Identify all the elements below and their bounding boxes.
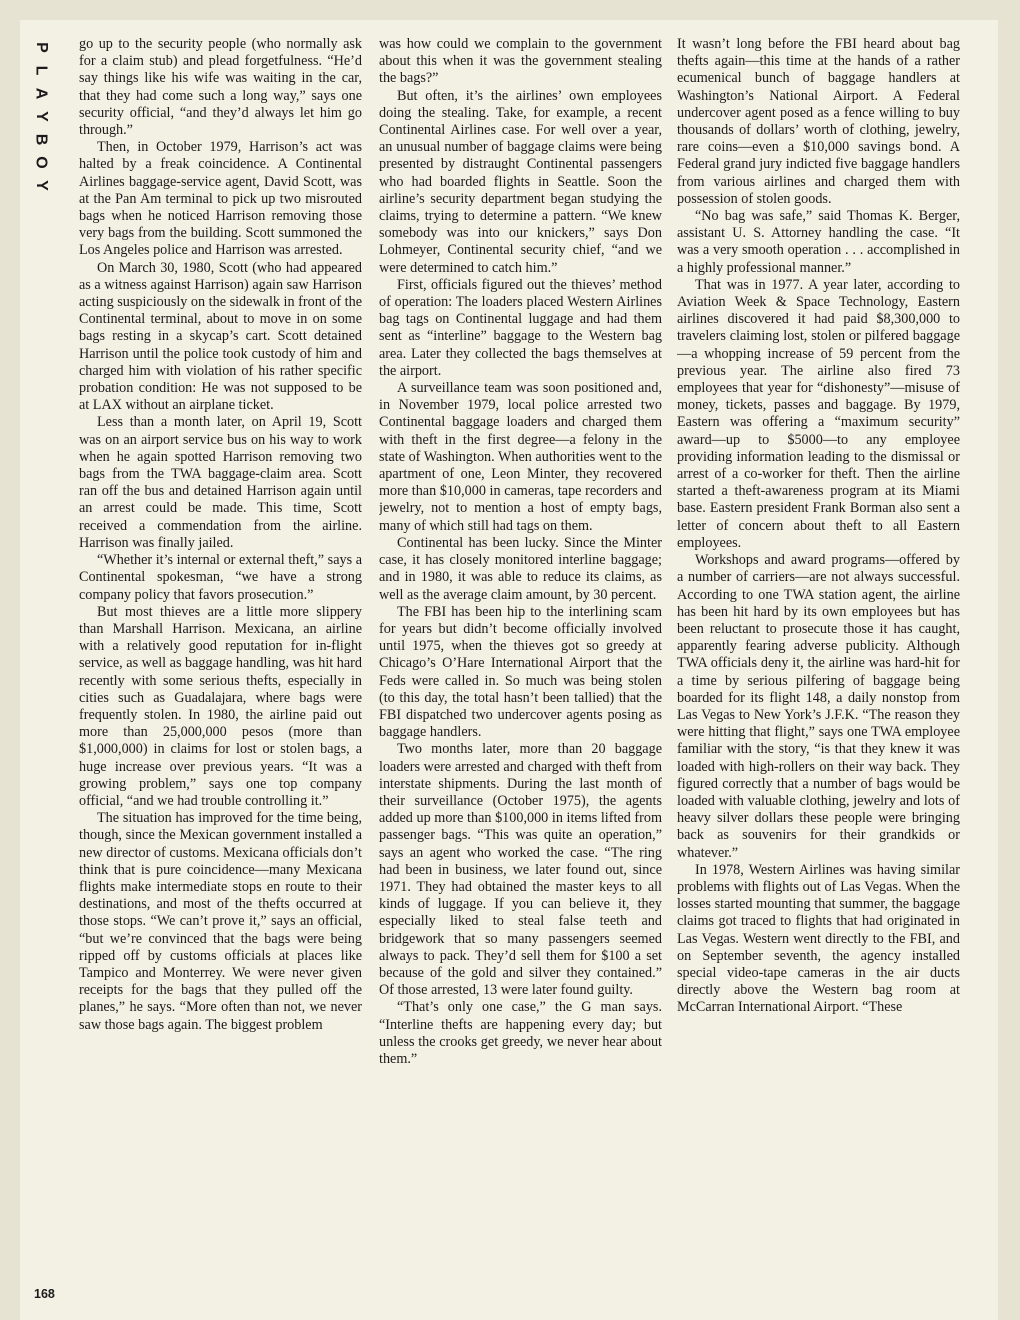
paragraph: But often, it’s the airlines’ own employees doing the stealing. Take, for example, a recent Continental Airlines case. For well over a year, an unusual number of baggage claims were being presented by distraught Continental passengers who had boarded flights in Seattle. Soon the airline’s security department began studying the claims, trying to determine a pattern. “We knew somebody was into our knickers,” says Don Lohmeyer, Continental security chief, “and we were determined to catch him.” (379, 87, 662, 276)
paragraph: Two months later, more than 20 baggage loaders were arrested and charged with theft from interstate shipments. During the last month of their surveillance (October 1975), the agents added up more than $100,000 in items lifted from passenger bags. “This was quite an operation,” says an agent who worked the case. “The ring had been in business, we later found out, since 1971. They had obtained the master keys to all kinds of luggage. If you can believe it, they especially liked to steal false teeth and bridgework that so many passengers seemed always to pack. They’d sell them for $100 a set because of the gold and silver they contained.” Of those arrested, 13 were later found guilty. (379, 741, 662, 999)
paragraph: In 1978, Western Airlines was having similar problems with flights out of Las Vegas. When the losses started mounting that summer, the baggage claims got traced to flights that had originated in Las Vegas. Western went directly to the FBI, and on September seventh, the agency installed special video-tape cameras in the air ducts directly above the Western bag room at McCarran International Airport. “These (677, 861, 960, 1016)
text-column-3 (677, 36, 960, 1276)
running-head-letter: Y (32, 180, 50, 191)
text-column-1 (79, 36, 362, 1276)
running-head-letter: B (32, 133, 50, 146)
running-head-letter: A (32, 87, 50, 100)
running-head-letter: P (32, 42, 50, 53)
paragraph: was how could we complain to the government about this when it was the government stealing the bags?” (379, 36, 662, 87)
paragraph: “Whether it’s internal or external theft,” says a Continental spokesman, “we have a strong company policy that favors prosecution.” (79, 552, 362, 603)
paragraph: But most thieves are a little more slippery than Marshall Harrison. Mexicana, an airline with a relatively good reputation for in-flight service, as well as baggage handling, was hit hard recently with some serious thefts, especially in cities such as Guadalajara, where bags were frequently stolen. In 1980, the airline paid out more than 25,000,000 pesos (more than $1,000,000) in claims for lost or stolen bags, a huge increase over previous years. “It was a growing problem,” says one top company official, “and we had trouble controlling it.” (79, 603, 362, 809)
paragraph: That was in 1977. A year later, according to Aviation Week & Space Technology, Eastern airlines discovered it had paid $8,300,000 to travelers claiming lost, stolen or pilfered baggage—a whopping increase of 59 percent from the previous year. The airline also fired 73 employees that year for “dishonesty”—misuse of money, tickets, passes and baggage. By 1979, Eastern was offering a “maximum security” award—up to $5000—to any employee providing information leading to the dismissal or arrest of a co-worker for theft. Then the airline started a theft-awareness program at its Miami base. Eastern president Frank Borman also sent a letter of concern about theft to all Eastern employees. (677, 276, 960, 551)
paragraph: It wasn’t long before the FBI heard about bag thefts again—this time at the hands of a rather ecumenical bunch of baggage handlers at Washington’s National Airport. A Federal undercover agent posed as a fence willing to buy thousands of dollars’ worth of clothing, jewelry, rare coins—even a $10,000 savings bond. A Federal grand jury indicted five baggage handlers from various airlines and charged them with possession of stolen goods. (677, 36, 960, 207)
page-number: 168 (34, 1287, 55, 1301)
paragraph: The FBI has been hip to the interlining scam for years but didn’t become officially involved until 1975, when the thieves got so greedy at Chicago’s O’Hare International Airport that the Feds were called in. So much was being stolen (to this day, the total hasn’t been tallied) that the FBI dispatched two undercover agents posing as baggage handlers. (379, 603, 662, 741)
paragraph: Less than a month later, on April 19, Scott was on an airport service bus on his way to work when he again spotted Harrison removing two bags from the TWA baggage-claim area. Scott ran off the bus and detained Harrison again until an arrest could be made. This time, Scott received a commendation from the airline. Harrison was finally jailed. (79, 414, 362, 551)
running-head-letter: Y (32, 111, 50, 122)
paragraph: go up to the security people (who normally ask for a claim stub) and plead forgetfulness. “He’d say things like his wife was waiting in the car, that they had come such a long way,” says one security official, “and they’d always let him go through.” (79, 36, 362, 139)
running-head-letter: L (32, 65, 50, 76)
paragraph: A surveillance team was soon positioned and, in November 1979, local police arrested two Continental baggage loaders and charged them with theft in the first degree—a felony in the state of Washington. When authorities went to the apartment of one, Leon Minter, they recovered more than $10,000 in cameras, tape recorders and jewelry, not to mention a host of empty bags, many of which still had tags on them. (379, 380, 662, 534)
paragraph: Continental has been lucky. Since the Minter case, it has closely monitored interline baggage; and in 1980, it was able to reduce its claims, as well as the average claim amount, by 30 percent. (379, 534, 662, 603)
paragraph: Workshops and award programs—offered by a number of carriers—are not always successful. According to one TWA station agent, the airline has been hit hard by its own employees but has been reluctant to prosecute those it has caught, apparently fearing adverse publicity. Although TWA officials deny it, the airline was hard-hit for a time by serious pilfering of baggage being boarded for its flight 148, a daily nonstop from Las Vegas to New York’s J.F.K. “The reason they were hitting that flight,” says one TWA employee familiar with the story, “is that they knew it was loaded with high-rollers on their way back. They figured correctly that a number of bags would be loaded with valuable clothing, jewelry and lots of heavy silver dollars these people were bringing back as souvenirs for their grandkids or whatever.” (677, 552, 960, 861)
running-head (30, 36, 52, 197)
paragraph: “No bag was safe,” said Thomas K. Berger, assistant U. S. Attorney handling the case. “It was a very smooth operation . . . accomplished in a highly professional manner.” (677, 208, 960, 276)
paragraph: On March 30, 1980, Scott (who had appeared as a witness against Harrison) again saw Harrison acting suspiciously on the sidewalk in front of the Continental terminal, about to move in on some bags resting in a skycap’s cart. Scott detained Harrison until the police took custody of him and charged him with violation of his rather specific probation condition: He was not supposed to be at LAX without an airplane ticket. (79, 259, 362, 414)
paragraph: “That’s only one case,” the G man says. “Interline thefts are happening every day; but unless the crooks get greedy, we never hear about them.” (379, 999, 662, 1067)
text-column-2 (379, 36, 662, 1276)
paragraph: The situation has improved for the time being, though, since the Mexican government installed a new director of customs. Mexicana officials don’t think that is pure coincidence—many Mexicana flights make intermediate stops en route to their destinations, and most of the thefts occurred at those stops. “We can’t prove it,” says an official, “but we’re convinced that the bags were being ripped off by customs officials at places like Tampico and Monterrey. We were never given receipts for the bags that they pulled off the planes,” he says. “More often than not, we never saw those bags again. The biggest problem (79, 810, 362, 1033)
paragraph: First, officials figured out the thieves’ method of operation: The loaders placed Western Airlines bag tags on Continental luggage and had them sent as “interline” baggage to the Western bag area. Later they collected the bags themselves at the airport. (379, 276, 662, 379)
running-head-letter: O (32, 156, 50, 169)
paragraph: Then, in October 1979, Harrison’s act was halted by a freak coincidence. A Continental Airlines baggage-service agent, David Scott, was at the Pan Am terminal to pick up two misrouted bags when he noticed Harrison removing those very bags from the building. Scott summoned the Los Angeles police and Harrison was arrested. (79, 139, 362, 259)
